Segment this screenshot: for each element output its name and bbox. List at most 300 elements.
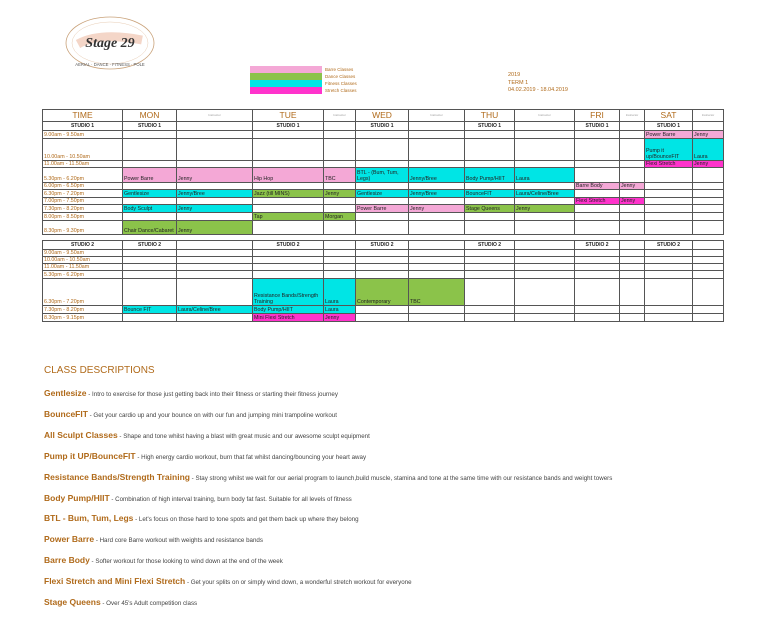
instructor-name: [177, 183, 253, 190]
instructor-name: Jenny/Bree: [409, 190, 465, 198]
instructor-name: Jenny/Bree: [409, 168, 465, 183]
class-name: [575, 161, 620, 168]
class-name: Stage Queens: [465, 205, 515, 213]
class-name: [575, 168, 620, 183]
instructor-name: [177, 213, 253, 221]
instructor-name: Jenny: [324, 314, 356, 322]
class-name: Bounce FIT: [123, 306, 177, 314]
table-row: [43, 271, 724, 279]
class-name: [575, 139, 620, 161]
time-slot: 7.00pm - 7.50pm: [43, 198, 123, 205]
class-name: [575, 264, 620, 271]
instructor-name: [324, 250, 356, 257]
class-description-name: Flexi Stretch and Mini Flexi Stretch: [44, 576, 186, 587]
class-name: [356, 264, 409, 271]
legend-item: [250, 80, 357, 87]
instructor-name: [324, 264, 356, 271]
class-name: [465, 198, 515, 205]
class-name: Power Barre: [123, 168, 177, 183]
class-name: Body Pump/HIIT: [253, 306, 324, 314]
instructor-name: [177, 257, 253, 264]
class-name: [465, 183, 515, 190]
instructor-name: Jenny/Bree: [177, 190, 253, 198]
legend-swatch: [250, 80, 322, 87]
class-description-text: - Over 45's Adult competition class: [100, 600, 198, 607]
class-name: [356, 306, 409, 314]
class-name: [253, 221, 324, 235]
time-slot: 6.30pm - 7.20pm: [43, 279, 123, 306]
class-name: Hip Hop: [253, 168, 324, 183]
legend-swatch: [250, 66, 322, 73]
instructor-name: Laura/Celine/Bree: [515, 190, 575, 198]
instructor-name: [620, 213, 645, 221]
table-row: [43, 183, 724, 190]
instructor-name: [324, 271, 356, 279]
table-row: [43, 213, 724, 221]
class-name: [356, 198, 409, 205]
time-slot: 9.00am - 9.50am: [43, 131, 123, 139]
class-name: [253, 131, 324, 139]
instructor-name: [693, 168, 724, 183]
class-name: [645, 190, 693, 198]
class-name: Body Sculpt: [123, 205, 177, 213]
table-row: [43, 264, 724, 271]
class-name: [645, 264, 693, 271]
instructor-name: TBC: [409, 279, 465, 306]
time-slot: 11.00am - 11.50am: [43, 264, 123, 271]
class-description-text: - Get your cardio up and your bounce on with our fun and jumping mini trampoline workout: [87, 411, 337, 419]
instructor-name: [693, 205, 724, 213]
class-name: [645, 250, 693, 257]
instructor-name: [693, 306, 724, 314]
class-name: [123, 264, 177, 271]
class-name: [123, 271, 177, 279]
class-name: [575, 250, 620, 257]
studio-label: STUDIO 2: [645, 241, 693, 250]
class-name: Resistance Bands/Strength Training: [253, 279, 324, 306]
class-name: [123, 161, 177, 168]
instructor-name: [693, 183, 724, 190]
time-slot: 10.00am - 10.50am: [43, 257, 123, 264]
class-description-text: - Hard core Barre workout with weights and resistance bands: [94, 537, 263, 545]
instructor-name: [324, 205, 356, 213]
studio-label: STUDIO 1: [575, 122, 620, 131]
instructor-name: [409, 139, 465, 161]
class-name: Pump it up/BounceFIT: [645, 139, 693, 161]
instructor-name: Jenny: [693, 161, 724, 168]
table-row: [43, 205, 724, 213]
time-slot: 8.30pm - 9.30pm: [43, 221, 123, 235]
instructor-name: [324, 139, 356, 161]
table-row: [43, 279, 724, 306]
class-name: [253, 271, 324, 279]
instructor-name: [620, 279, 645, 306]
class-name: Barre Body: [575, 183, 620, 190]
instructor-name: [515, 139, 575, 161]
class-name: Power Barre: [645, 131, 693, 139]
instructor-name: [515, 279, 575, 306]
class-name: [645, 213, 693, 221]
class-name: [645, 205, 693, 213]
class-name: [465, 314, 515, 322]
studio-spacer: [409, 241, 465, 250]
instructor-name: [515, 213, 575, 221]
instructor-name: [409, 271, 465, 279]
class-description-name: Gentlesize: [44, 388, 87, 398]
class-name: [575, 190, 620, 198]
instructor-name: [515, 314, 575, 322]
class-name: [253, 198, 324, 205]
instructor-name: [693, 213, 724, 221]
class-description: [44, 409, 337, 419]
class-name: [645, 183, 693, 190]
class-description: [44, 472, 612, 482]
day-header-sat: SAT: [645, 110, 693, 122]
class-name: [645, 198, 693, 205]
class-descriptions-title: CLASS DESCRIPTIONS: [44, 365, 155, 376]
legend-label: Stretch Classes: [325, 88, 357, 93]
class-name: Contemporary: [356, 279, 409, 306]
instructor-name: [177, 250, 253, 257]
time-slot: 8.30pm - 9.15pm: [43, 314, 123, 322]
class-description-name: Resistance Bands/Strength Training: [44, 471, 190, 482]
instructor-name: [177, 271, 253, 279]
time-slot: 10.00am - 10.50am: [43, 139, 123, 161]
class-name: [356, 131, 409, 139]
studio-spacer: [515, 122, 575, 131]
color-legend: [250, 66, 357, 94]
class-description: [44, 513, 359, 523]
studio-label: STUDIO 1: [43, 122, 123, 131]
class-name: [645, 279, 693, 306]
class-name: [253, 250, 324, 257]
instructor-name: [409, 257, 465, 264]
class-name: Gentlesize: [123, 190, 177, 198]
instructor-header: Instructor: [409, 110, 465, 122]
instructor-name: [409, 198, 465, 205]
class-name: [575, 205, 620, 213]
class-name: [645, 306, 693, 314]
class-name: [123, 213, 177, 221]
instructor-name: [177, 139, 253, 161]
instructor-name: [324, 257, 356, 264]
instructor-name: Laura: [693, 139, 724, 161]
instructor-name: [515, 271, 575, 279]
class-description: [44, 388, 338, 398]
time-slot: 8.00pm - 8.50pm: [43, 213, 123, 221]
instructor-name: [324, 221, 356, 235]
class-name: [575, 221, 620, 235]
instructor-name: [515, 198, 575, 205]
instructor-name: [515, 257, 575, 264]
class-description-name: Barre Body: [44, 555, 90, 566]
instructor-name: [324, 161, 356, 168]
class-name: [465, 271, 515, 279]
class-name: [575, 306, 620, 314]
class-description-text: - Intro to exercise for those just getting back into their fitness or starting their fitness journey: [86, 391, 338, 398]
instructor-name: [620, 131, 645, 139]
class-description-text: - Shape and tone whilst having a blast with great music and our awesome sculpt equipment: [117, 432, 370, 440]
instructor-name: Laura: [324, 306, 356, 314]
instructor-name: [693, 314, 724, 322]
class-name: [575, 257, 620, 264]
instructor-name: [324, 198, 356, 205]
instructor-name: [409, 213, 465, 221]
table-row: [43, 139, 724, 161]
time-slot: 6.00pm - 6.50pm: [43, 183, 123, 190]
class-name: [253, 139, 324, 161]
class-name: [356, 213, 409, 221]
class-name: [465, 213, 515, 221]
instructor-name: Jenny: [620, 183, 645, 190]
class-name: [575, 213, 620, 221]
class-name: [123, 257, 177, 264]
class-name: BTL - (Bum, Tum, Legs): [356, 168, 409, 183]
instructor-name: [693, 198, 724, 205]
legend-swatch: [250, 73, 322, 80]
instructor-name: [620, 271, 645, 279]
table-row: [43, 250, 724, 257]
studio-label: STUDIO 2: [123, 241, 177, 250]
class-description-text: - Let's focus on those hard to tone spots and get them back up where they belong: [133, 516, 359, 524]
studio-spacer: [620, 241, 645, 250]
class-name: [123, 139, 177, 161]
studio-label: STUDIO 1: [356, 122, 409, 131]
class-name: Gentlesize: [356, 190, 409, 198]
day-header-tue: TUE: [253, 110, 324, 122]
legend-label: Dance Classes: [325, 74, 356, 79]
class-description: [44, 430, 370, 440]
instructor-header: Instructor: [324, 110, 356, 122]
table-row: [43, 198, 724, 205]
instructor-name: [620, 139, 645, 161]
class-description-text: - Get your splits on or simply wind down, a wonderful stretch workout for everyone: [185, 579, 412, 587]
logo-ring-text: AERIAL · DANCE · FITNESS · POLE: [75, 62, 145, 67]
class-name: Body Pump/HIIT: [465, 168, 515, 183]
studio-label: STUDIO 2: [575, 241, 620, 250]
time-slot: 9.00am - 9.50am: [43, 250, 123, 257]
class-name: [356, 250, 409, 257]
studio-spacer: [324, 241, 356, 250]
instructor-name: [409, 131, 465, 139]
instructor-name: [409, 183, 465, 190]
instructor-name: Jenny: [324, 190, 356, 198]
term: TERM 1: [508, 79, 529, 86]
studio-label: STUDIO 1: [123, 122, 177, 131]
stage29-logo: [60, 14, 160, 72]
timetable: [42, 109, 724, 322]
instructor-name: [620, 257, 645, 264]
instructor-name: [620, 314, 645, 322]
table-row: [43, 314, 724, 322]
instructor-name: Morgan: [324, 213, 356, 221]
class-name: [575, 271, 620, 279]
studio-label: STUDIO 2: [465, 241, 515, 250]
instructor-name: [409, 306, 465, 314]
instructor-name: [409, 161, 465, 168]
day-header-mon: MON: [123, 110, 177, 122]
studio2-header-row: [43, 241, 724, 250]
studio-spacer: [693, 241, 724, 250]
class-name: [575, 279, 620, 306]
year: 2019: [508, 72, 521, 78]
class-name: Tap: [253, 213, 324, 221]
class-name: [645, 314, 693, 322]
table-row: [43, 161, 724, 168]
class-name: [645, 257, 693, 264]
instructor-name: [693, 190, 724, 198]
day-header-fri: FRI: [575, 110, 620, 122]
studio-spacer: [324, 122, 356, 131]
instructor-name: [515, 161, 575, 168]
instructor-name: [620, 250, 645, 257]
studio-spacer: [409, 122, 465, 131]
instructor-name: [620, 221, 645, 235]
instructor-name: [620, 264, 645, 271]
instructor-name: [409, 264, 465, 271]
class-name: [253, 161, 324, 168]
class-name: Mini Flexi Stretch: [253, 314, 324, 322]
class-description: [44, 451, 366, 461]
time-slot: 5.30pm - 6.20pm: [43, 271, 123, 279]
studio-label: STUDIO 1: [253, 122, 324, 131]
instructor-name: [409, 221, 465, 235]
studio-label: STUDIO 2: [356, 241, 409, 250]
class-name: [645, 168, 693, 183]
instructor-name: [409, 250, 465, 257]
legend-label: Barre Classes: [325, 67, 354, 72]
instructor-name: [177, 131, 253, 139]
class-name: [123, 279, 177, 306]
class-name: Power Barre: [356, 205, 409, 213]
class-description: [44, 493, 352, 503]
instructor-name: Jenny: [177, 205, 253, 213]
class-name: [575, 131, 620, 139]
class-name: [123, 250, 177, 257]
instructor-name: [177, 279, 253, 306]
class-description-name: All Sculpt Classes: [44, 429, 118, 440]
instructor-name: [515, 306, 575, 314]
class-name: [356, 314, 409, 322]
class-description-text: - Combination of high interval training, burn body fat fast. Suitable for all levels of fitness: [109, 495, 352, 503]
instructor-name: [515, 221, 575, 235]
legend-item: [250, 66, 357, 73]
class-name: [253, 264, 324, 271]
legend-item: [250, 73, 357, 80]
class-description-name: Pump it UP/BounceFIT: [44, 450, 136, 461]
studio-label: STUDIO 2: [253, 241, 324, 250]
table-row: [43, 190, 724, 198]
class-name: Chair Dance/Cabaret: [123, 221, 177, 235]
class-name: [253, 183, 324, 190]
table-row: [43, 221, 724, 235]
instructor-name: [620, 161, 645, 168]
instructor-name: [620, 205, 645, 213]
class-name: [356, 183, 409, 190]
class-description-name: Stage Queens: [44, 597, 101, 607]
table-row: [43, 306, 724, 314]
instructor-name: [515, 183, 575, 190]
term-dates: 04.02.2019 - 18.04.2019: [508, 87, 568, 93]
instructor-name: [693, 271, 724, 279]
class-name: [465, 279, 515, 306]
class-name: [253, 257, 324, 264]
class-name: [356, 257, 409, 264]
table-row: [43, 257, 724, 264]
legend-label: Fitness Classes: [325, 81, 357, 86]
studio-label: STUDIO 1: [465, 122, 515, 131]
instructor-name: [620, 306, 645, 314]
instructor-name: [620, 168, 645, 183]
instructor-name: Jenny: [177, 168, 253, 183]
time-slot: 11.00am - 11.50am: [43, 161, 123, 168]
class-description: [44, 534, 263, 544]
term-info: [508, 72, 568, 95]
class-description-text: - Softer workout for those looking to wind down at the end of the week: [89, 558, 283, 566]
instructor-name: [515, 264, 575, 271]
instructor-name: [693, 279, 724, 306]
instructor-header: Instructor: [177, 110, 253, 122]
studio-spacer: [693, 122, 724, 131]
class-description-text: - Stay strong whilst we wait for our aerial program to launch,build muscle, stamina and tone at the same time with our resistance bands and weight towers: [189, 474, 613, 482]
instructor-name: Laura: [324, 279, 356, 306]
legend-item: [250, 87, 357, 94]
time-slot: 7.30pm - 8.20pm: [43, 306, 123, 314]
class-description: [44, 576, 412, 586]
class-name: [123, 314, 177, 322]
instructor-name: [409, 314, 465, 322]
class-name: Flexi Stretch: [645, 161, 693, 168]
class-name: [356, 221, 409, 235]
instructor-name: Jenny: [620, 198, 645, 205]
instructor-name: Jenny: [693, 131, 724, 139]
studio-label: STUDIO 2: [43, 241, 123, 250]
class-name: [356, 139, 409, 161]
class-name: [465, 221, 515, 235]
class-name: [645, 271, 693, 279]
class-description: [44, 597, 197, 607]
table-row: [43, 168, 724, 183]
class-description-name: Power Barre: [44, 534, 95, 545]
class-name: [465, 257, 515, 264]
class-name: [123, 131, 177, 139]
instructor-name: [693, 264, 724, 271]
instructor-name: Laura/Celine/Bree: [177, 306, 253, 314]
studio-spacer: [515, 241, 575, 250]
day-header-wed: WED: [356, 110, 409, 122]
instructor-name: [515, 131, 575, 139]
instructor-name: Jenny: [409, 205, 465, 213]
studio1-header-row: [43, 122, 724, 131]
logo-text: Stage 29: [85, 36, 135, 51]
class-description-name: BTL - Bum, Tum, Legs: [44, 513, 134, 524]
instructor-name: [693, 250, 724, 257]
day-header-thu: THU: [465, 110, 515, 122]
instructor-header: Instructor: [515, 110, 575, 122]
class-name: [465, 264, 515, 271]
class-name: Flexi Stretch: [575, 198, 620, 205]
time-slot: 5.30pm - 6.20pm: [43, 168, 123, 183]
instructor-name: TBC: [324, 168, 356, 183]
class-name: [465, 161, 515, 168]
instructor-header: Instructor: [693, 110, 724, 122]
instructor-name: [324, 183, 356, 190]
time-slot: 6.30pm - 7.20pm: [43, 190, 123, 198]
class-name: [645, 221, 693, 235]
class-name: [465, 139, 515, 161]
instructor-name: [177, 198, 253, 205]
studio-spacer: [177, 241, 253, 250]
